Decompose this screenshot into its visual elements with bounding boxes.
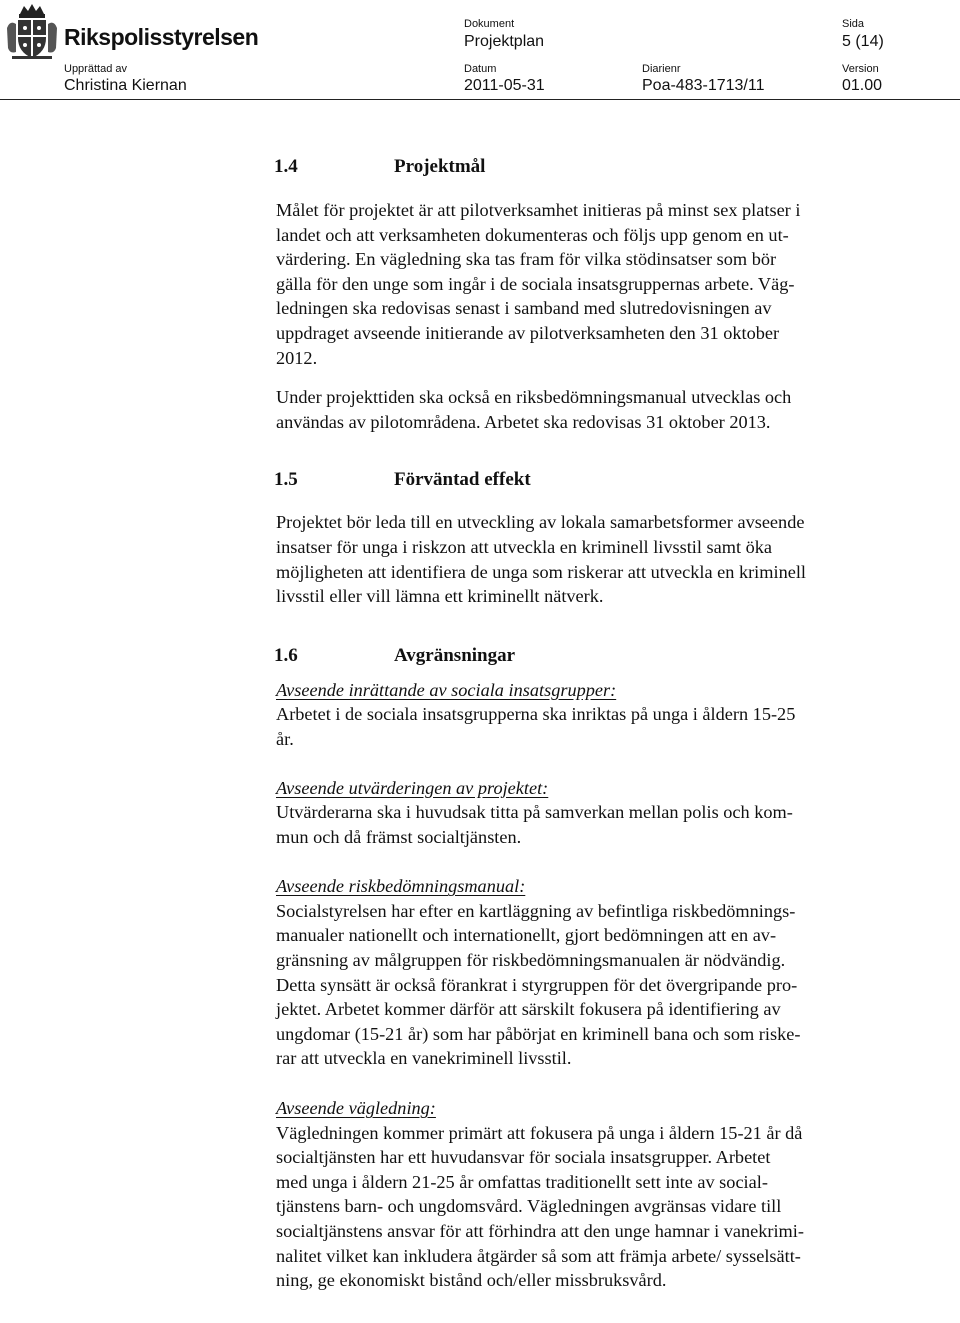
- text-line: jektet. Arbetet kommer därför att särskilt fokusera på identifiering av: [276, 999, 781, 1020]
- text-line: Under projekttiden ska också en riksbedömningsmanual utvecklas och: [276, 387, 792, 408]
- author-value: Christina Kiernan: [64, 77, 187, 94]
- text-line: socialtjänstens ansvar för att förhindra att den unge hamnar i vanekrimi-: [276, 1221, 804, 1241]
- section-heading-1-4: [274, 155, 916, 179]
- section-title: Projektmål: [394, 156, 486, 177]
- text-line: rar att utveckla en vanekriminell livsstil.: [276, 1048, 572, 1069]
- paragraph-expected-effect: [276, 510, 916, 608]
- paragraph-risk-manual: [276, 385, 916, 434]
- text-line: Socialstyrelsen har efter en kartläggning av befintliga riskbedömnings-: [276, 900, 796, 921]
- author-label: Upprättad av: [64, 63, 127, 75]
- text-line: ledningen ska redovisas senast i samband med slutredovisningen av: [276, 298, 772, 319]
- document-body: [276, 155, 916, 1293]
- delimitation-block: [276, 1096, 916, 1293]
- section-heading-1-6: [274, 644, 916, 668]
- text-line: landet och att verksamheten dokumenteras och följs upp genom en ut-: [276, 224, 789, 245]
- text-line: insatser för unga i riskzon att utveckla en kriminell livsstil samt öka: [276, 536, 773, 557]
- section-number: 1.4: [274, 156, 298, 177]
- document-label: Dokument: [464, 18, 515, 30]
- registry-number-value: Poa-483-1713/11: [642, 77, 765, 94]
- paragraph-project-goal: [276, 198, 916, 370]
- version-value: 01.00: [842, 77, 883, 94]
- registry-number-label: Diarienr: [642, 63, 681, 75]
- header-divider: [0, 99, 960, 100]
- section-title: Avgränsningar: [394, 644, 516, 666]
- text-line: Detta synsätt är också förankrat i styrgruppen för det övergripande pro-: [276, 974, 798, 995]
- subsection-title: Avseende vägledning:: [276, 1098, 436, 1119]
- document-value: Projektplan: [464, 33, 545, 50]
- text-line: med unga i åldern 21-25 år omfattas traditionellt sett inte av social-: [276, 1171, 768, 1192]
- delimitation-block: [276, 874, 916, 1071]
- delimitation-block: [276, 678, 916, 752]
- text-line: användas av pilotområdena. Arbetet ska redovisas 31 oktober 2013.: [276, 411, 771, 432]
- section-number: 1.5: [274, 469, 298, 491]
- date-label: Datum: [464, 63, 497, 75]
- text-line: Projektet bör leda till en utveckling av lokala samarbetsformer avseende: [276, 512, 805, 533]
- text-line: socialtjänsten har ett huvudansvar för sociala insatsgrupper. Arbetet: [276, 1147, 771, 1168]
- text-line: Vägledningen kommer primärt att fokusera på unga i åldern 15-21 år då: [276, 1122, 803, 1143]
- page-value: 5 (14): [842, 33, 884, 50]
- text-line: Utvärderarna ska i huvudsak titta på samverkan mellan polis och kom-: [276, 802, 793, 823]
- text-line: livsstil eller vill lämna ett kriminellt nätverk.: [276, 586, 604, 607]
- text-line: år.: [276, 728, 294, 749]
- subsection-title: Avseende inrättande av sociala insatsgrupper:: [276, 679, 617, 700]
- section-number: 1.6: [274, 644, 298, 666]
- text-line: nalitet vilket kan inkludera åtgärder så som att främja arbete/ sysselsätt-: [276, 1245, 801, 1266]
- text-line: tjänstens barn- och ungdomsvård. Vägledningen avgränsas vidare till: [276, 1196, 782, 1217]
- text-line: värdering. En vägledning ska tas fram för vilka stödinsatser som bör: [276, 249, 777, 270]
- document-header: [0, 0, 960, 100]
- text-line: manualer nationellt och internationellt, gjort bedömningen att en av-: [276, 925, 777, 946]
- text-line: möjligheten att identifiera de unga som riskerar att utveckla en kriminell: [276, 561, 806, 582]
- date-value: 2011-05-31: [464, 77, 545, 94]
- swedish-coat-of-arms-icon: [4, 2, 60, 62]
- text-line: mun och då främst socialtjänsten.: [276, 826, 522, 847]
- section-title: Förväntad effekt: [394, 469, 531, 491]
- text-line: ning, ge ekonomiskt bistånd och/eller missbruksvård.: [276, 1270, 667, 1291]
- text-line: uppdraget avseende initierande av pilotverksamheten den 31 oktober: [276, 322, 780, 343]
- subsection-title: Avseende utvärderingen av projektet:: [276, 777, 549, 798]
- text-line: gälla för den unge som ingår i de sociala insatsgruppernas arbete. Väg-: [276, 273, 795, 294]
- page-label: Sida: [842, 18, 865, 30]
- text-line: gränsning av målgruppen för riskbedömningsmanualen är nödvändig.: [276, 950, 786, 971]
- text-line: Målet för projektet är att pilotverksamhet initieras på minst sex platser i: [276, 200, 801, 220]
- text-line: 2012.: [276, 347, 318, 368]
- section-heading-1-5: [274, 468, 916, 492]
- brand-name: Rikspolisstyrelsen: [64, 24, 259, 50]
- version-label: Version: [842, 63, 879, 75]
- delimitation-block: [276, 776, 916, 850]
- text-line: Arbetet i de sociala insatsgrupperna ska inriktas på unga i åldern 15-25: [276, 704, 796, 725]
- subsection-title: Avseende riskbedömningsmanual:: [276, 876, 526, 897]
- text-line: ungdomar (15-21 år) som har påbörjat en kriminell bana och som riske-: [276, 1023, 801, 1044]
